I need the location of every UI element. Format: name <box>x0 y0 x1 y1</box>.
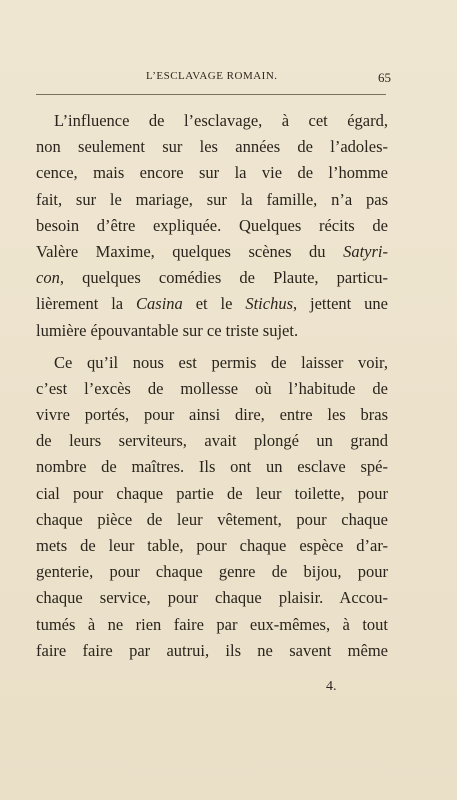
text-line: lumière épouvantable sur ce triste sujet. <box>36 320 299 340</box>
text-line: Valère Maxime, quelques scènes du Satyri- <box>36 241 388 261</box>
running-title: L’ESCLAVAGE ROMAIN. <box>146 70 278 82</box>
text-line: chaque service, pour chaque plaisir. Accou- <box>36 588 388 608</box>
italic-title: Casina <box>136 294 183 314</box>
text-line: lièrement la Casina et le Stichus, jettent une <box>36 294 388 314</box>
text-line: fait, sur le mariage, sur la famille, n’a pas <box>36 189 388 209</box>
page-header <box>36 70 391 90</box>
page-number: 65 <box>378 70 391 85</box>
text-line: con, quelques comédies de Plaute, particu- <box>36 268 388 288</box>
text-line: Ce qu’il nous est permis de laisser voir, <box>54 352 388 372</box>
text-line: tumés à ne rien faire par eux-mêmes, à tout <box>36 614 388 634</box>
text-line: de leurs serviteurs, avait plongé un grand <box>36 431 388 451</box>
text-line: cence, mais encore sur la vie de l’homme <box>36 163 388 183</box>
text-line: chaque pièce de leur vêtement, pour chaque <box>36 509 388 529</box>
italic-title: Stichus <box>245 294 293 314</box>
text-line: c’est l’excès de mollesse où l’habitude de <box>36 378 388 398</box>
header-rule <box>36 94 386 95</box>
text-line: besoin d’être expliquée. Quelques récits de <box>36 215 388 235</box>
text-line: mets de leur table, pour chaque espèce d’ar- <box>36 536 388 555</box>
text-line: faire faire par autrui, ils ne savent même <box>36 640 388 660</box>
italic-title: Satyri- <box>343 241 388 261</box>
text-line: nombre de maîtres. Ils ont un esclave spé- <box>36 457 388 477</box>
text-line: vivre portés, pour ainsi dire, entre les bras <box>36 405 388 425</box>
italic-title: con <box>36 268 60 288</box>
text-line: cial pour chaque partie de leur toilette, pour <box>36 483 388 503</box>
text-line: non seulement sur les années de l’adoles- <box>36 137 388 157</box>
text-line: L’influence de l’esclavage, à cet égard, <box>54 111 388 130</box>
signature-mark: 4. <box>326 679 337 694</box>
text-line: genterie, pour chaque genre de bijou, pour <box>36 562 388 582</box>
paragraph-2 <box>36 350 388 664</box>
paragraph-1 <box>36 108 388 344</box>
body-text <box>36 108 388 664</box>
